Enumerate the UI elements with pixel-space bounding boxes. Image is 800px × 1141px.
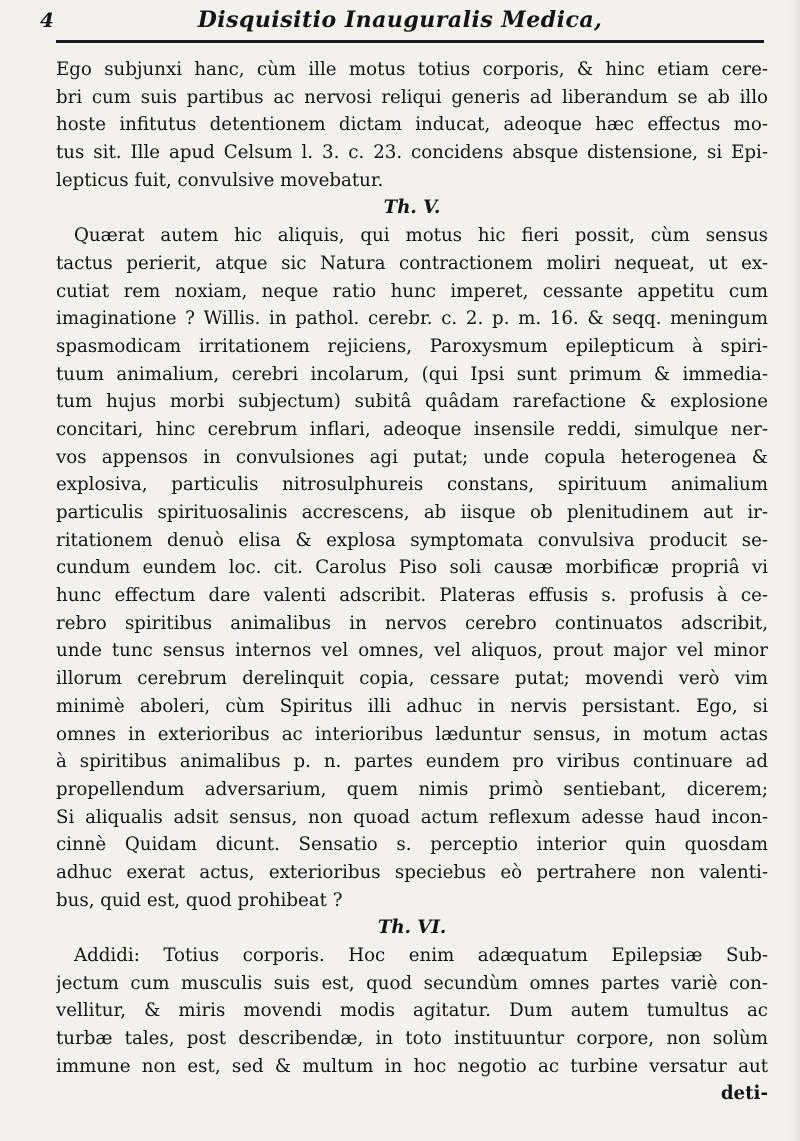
text-line: cutiat rem noxiam, neque ratio hunc imperet, cessante appetitu cum	[56, 280, 768, 302]
text-line: explosiva, particulis nitrosulphureis constans, spirituum animalium	[56, 474, 768, 496]
text-line: spasmodicam irritationem rejiciens, Paroxysmum epilepticum à spiri-	[56, 335, 768, 357]
text-line: tactus perierit, atque sic Natura contractionem moliri nequeat, ut ex-	[56, 252, 768, 274]
text-line: cundum eundem loc. cit. Carolus Piso soli causæ morbificæ propriâ vi	[56, 557, 768, 579]
running-header	[0, 2, 800, 36]
text-line: particulis spirituosalinis accrescens, ab iisque ob plenitudinem aut ir-	[56, 502, 768, 523]
text-line: tum hujus morbi subjectum) subitâ quâdam rarefactione & explosione	[56, 391, 768, 413]
text-line: imaginatione ? Willis. in pathol. cerebr. c. 2. p. m. 16. & seqq. meningum	[56, 308, 768, 330]
thesis-heading: Th. VI.	[377, 917, 447, 939]
text-line: tuum animalium, cerebri incolarum, (qui Ipsi sunt primum & immedia-	[56, 363, 768, 385]
text-line: minimè aboleri, cùm Spiritus illi adhuc in nervis persistant. Ego, si	[56, 695, 768, 717]
header-rule	[56, 40, 764, 43]
text-line: rebro spiritibus animalibus in nervos cerebro continuatos adscribit,	[56, 612, 768, 634]
text-line: turbæ tales, post describendæ, in toto instituuntur corpore, non solùm	[56, 1028, 768, 1050]
text-line: Ego subjunxi hanc, cùm ille motus totius corporis, & hinc etiam cere-	[56, 59, 768, 80]
thesis-heading: Th. V.	[383, 197, 441, 219]
text-line: adhuc exerat actus, exterioribus speciebus eò pertrahere non valenti-	[56, 861, 768, 883]
page-number: 4	[40, 8, 54, 32]
text-line: bri cum suis partibus ac nervosi reliqui generis ad liberandum se ab illo	[56, 86, 768, 108]
text-line: jectum cum musculis suis est, quod secundùm omnes partes variè con-	[56, 972, 768, 994]
text-line: vos appensos in convulsiones agi putat; unde copula heterogenea &	[56, 446, 768, 468]
text-line: hunc effectum dare valenti adscribit. Plateras effusis s. profusis à ce-	[56, 585, 768, 607]
text-line: unde tunc sensus internos vel omnes, vel aliquos, prout major vel minor	[56, 640, 768, 662]
text-line: omnes in exterioribus ac interioribus læduntur sensus, in motum actas	[56, 723, 768, 745]
text-line: Quærat autem hic aliquis, qui motus hic fieri possit, cùm sensus	[74, 225, 768, 247]
text-line: hoste infitutus detentionem dictam inducat, adeoque hæc effectus mo-	[56, 114, 768, 136]
body-text	[56, 56, 768, 1108]
text-line: propellendum adversarium, quem nimis primò sentiebant, dicerem;	[56, 778, 768, 800]
running-title: Disquisitio Inauguralis Medica,	[197, 7, 603, 33]
text-line: tus sit. Ille apud Celsum l. 3. c. 23. concidens absque distensione, si Epi-	[56, 142, 768, 164]
page-edge-shadow	[790, 0, 800, 1141]
text-line: Si aliqualis adsit sensus, non quoad actum reflexum adesse haud incon-	[56, 806, 768, 828]
text-line: cinnè Quidam dicunt. Sensatio s. perceptio interior quin quosdam	[56, 834, 768, 856]
catchword: deti-	[720, 1083, 768, 1105]
text-line: lepticus fuit, convulsive movebatur.	[56, 169, 384, 191]
text-line: concitari, hinc cerebrum inflari, adeoque insensile reddi, simulque ner-	[56, 418, 768, 440]
text-line: vellitur, & miris movendi modis agitatur. Dum autem tumultus ac	[56, 1000, 768, 1022]
text-line: bus, quid est, quod prohibeat ?	[56, 889, 343, 911]
text-line: à spiritibus animalibus p. n. partes eundem pro viribus continuare ad	[56, 751, 768, 773]
text-line: ritationem denuò elisa & explosa symptomata convulsiva producit se-	[56, 529, 768, 551]
text-line: immune non est, sed & multum in hoc negotio ac turbine versatur aut	[56, 1055, 768, 1077]
text-line: illorum cerebrum derelinquit copia, cessare putat; movendi verò vim	[56, 668, 768, 690]
text-line: Addidi: Totius corporis. Hoc enim adæquatum Epilepsiæ Sub-	[74, 945, 768, 966]
